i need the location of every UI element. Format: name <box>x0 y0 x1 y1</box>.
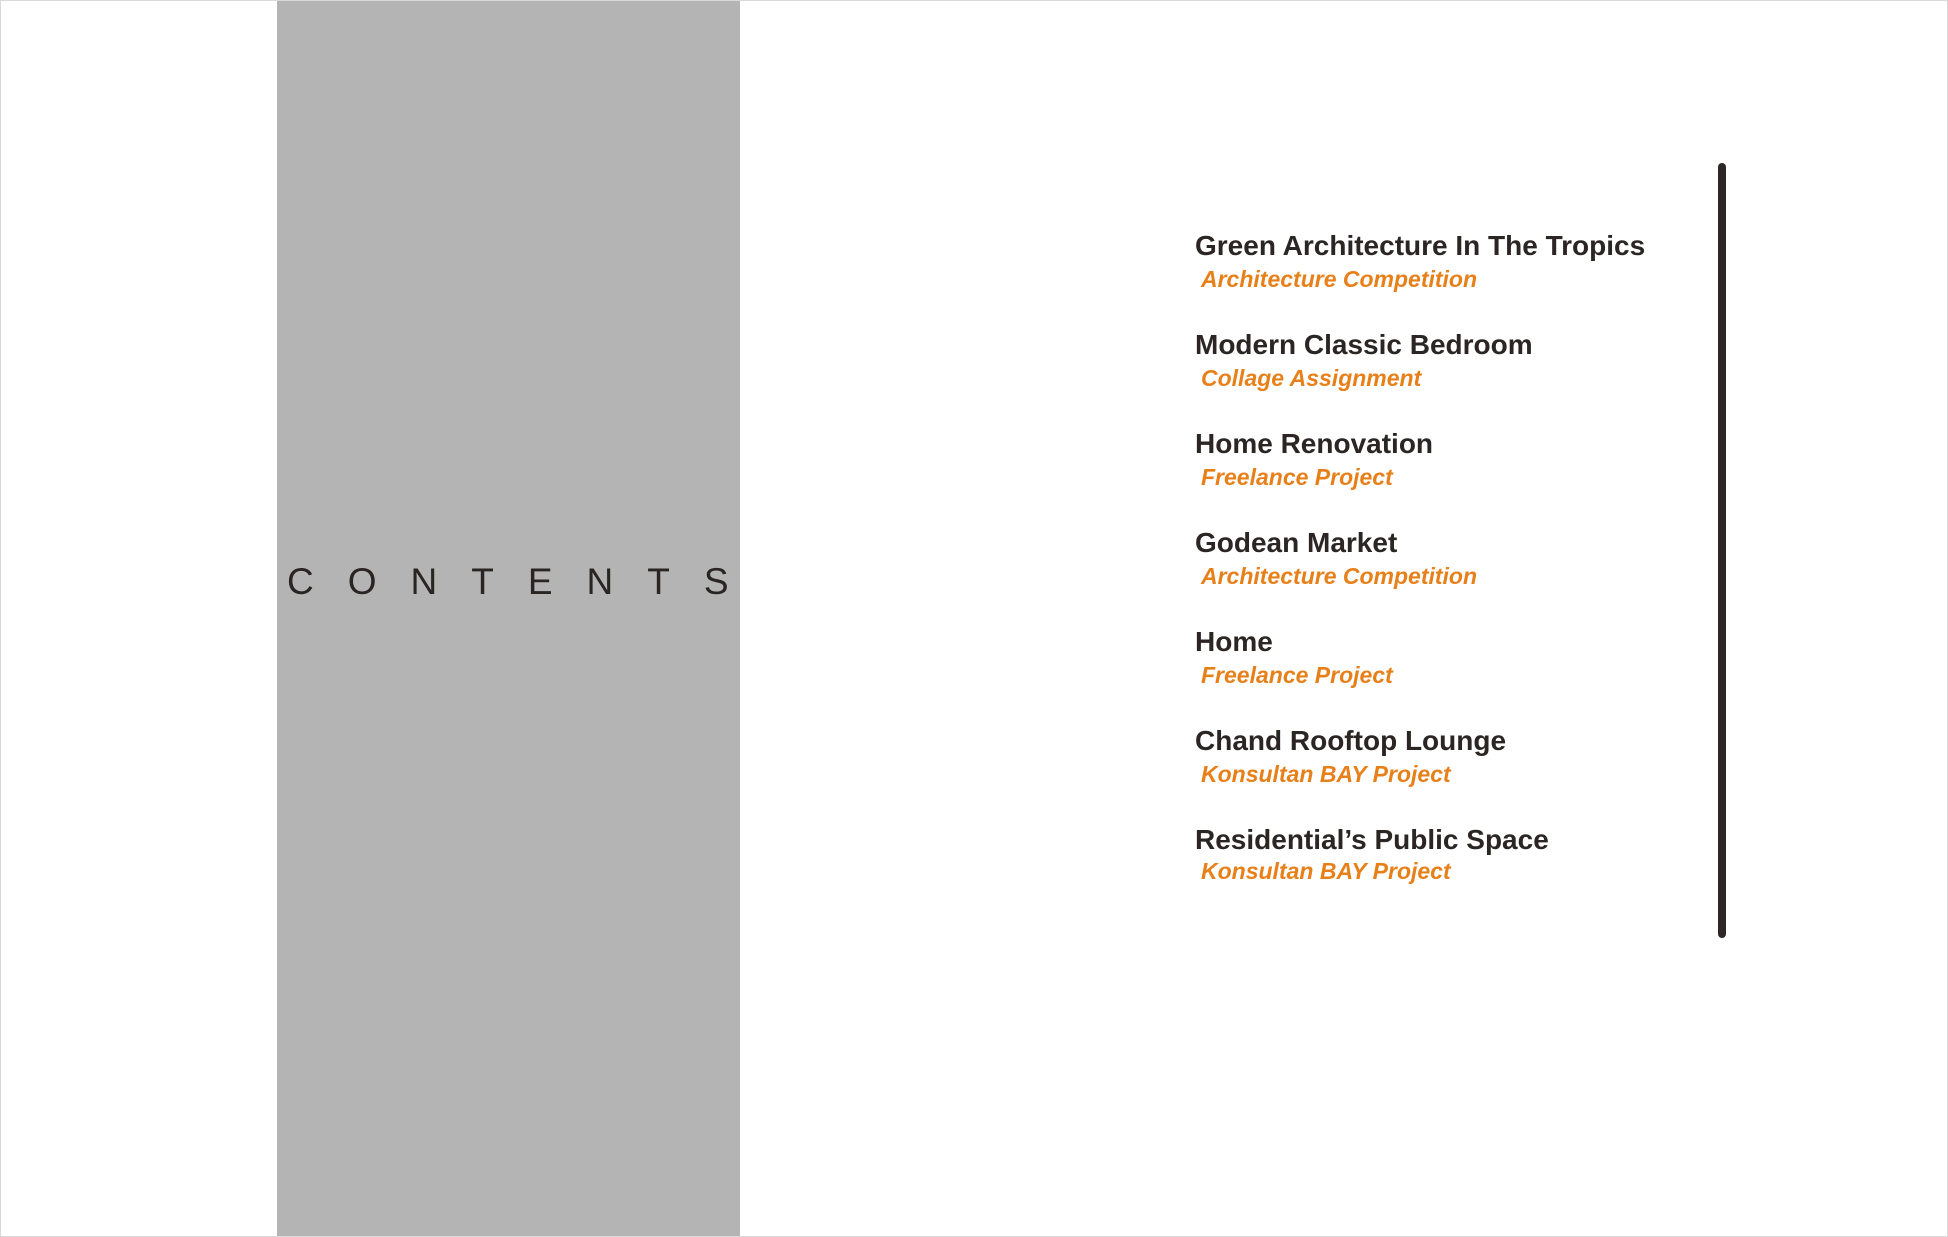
toc-item <box>1195 227 1715 326</box>
toc-item <box>1195 623 1715 722</box>
toc-item-title: Home Renovation <box>1195 428 1434 459</box>
gray-side-panel <box>277 1 763 1237</box>
toc-item-subtitle: Architecture Competition <box>1201 266 1478 292</box>
toc-item-title: Chand Rooftop Lounge <box>1195 725 1507 756</box>
toc-item-subtitle: Architecture Competition <box>1201 563 1478 589</box>
toc-item-title: Modern Classic Bedroom <box>1195 329 1533 360</box>
toc-item-subtitle: Konsultan BAY Project <box>1201 761 1451 787</box>
toc-item-title: Home <box>1195 626 1273 657</box>
toc-item <box>1195 821 1715 920</box>
toc-item-subtitle: Freelance Project <box>1201 662 1393 688</box>
table-of-contents <box>1195 227 1715 920</box>
toc-item-title: Green Architecture In The Tropics <box>1195 230 1646 261</box>
toc-item-subtitle: Freelance Project <box>1201 464 1393 490</box>
toc-item <box>1195 326 1715 425</box>
contents-heading: CONTENTS <box>287 561 763 602</box>
toc-item-title: Godean Market <box>1195 527 1398 558</box>
toc-item-title: Residential’s Public Space <box>1195 824 1549 855</box>
toc-item <box>1195 524 1715 623</box>
toc-item-subtitle: Konsultan BAY Project <box>1201 858 1451 884</box>
toc-item <box>1195 722 1715 821</box>
toc-item-subtitle: Collage Assignment <box>1201 365 1422 391</box>
toc-item <box>1195 425 1715 524</box>
vertical-divider <box>1718 163 1726 938</box>
